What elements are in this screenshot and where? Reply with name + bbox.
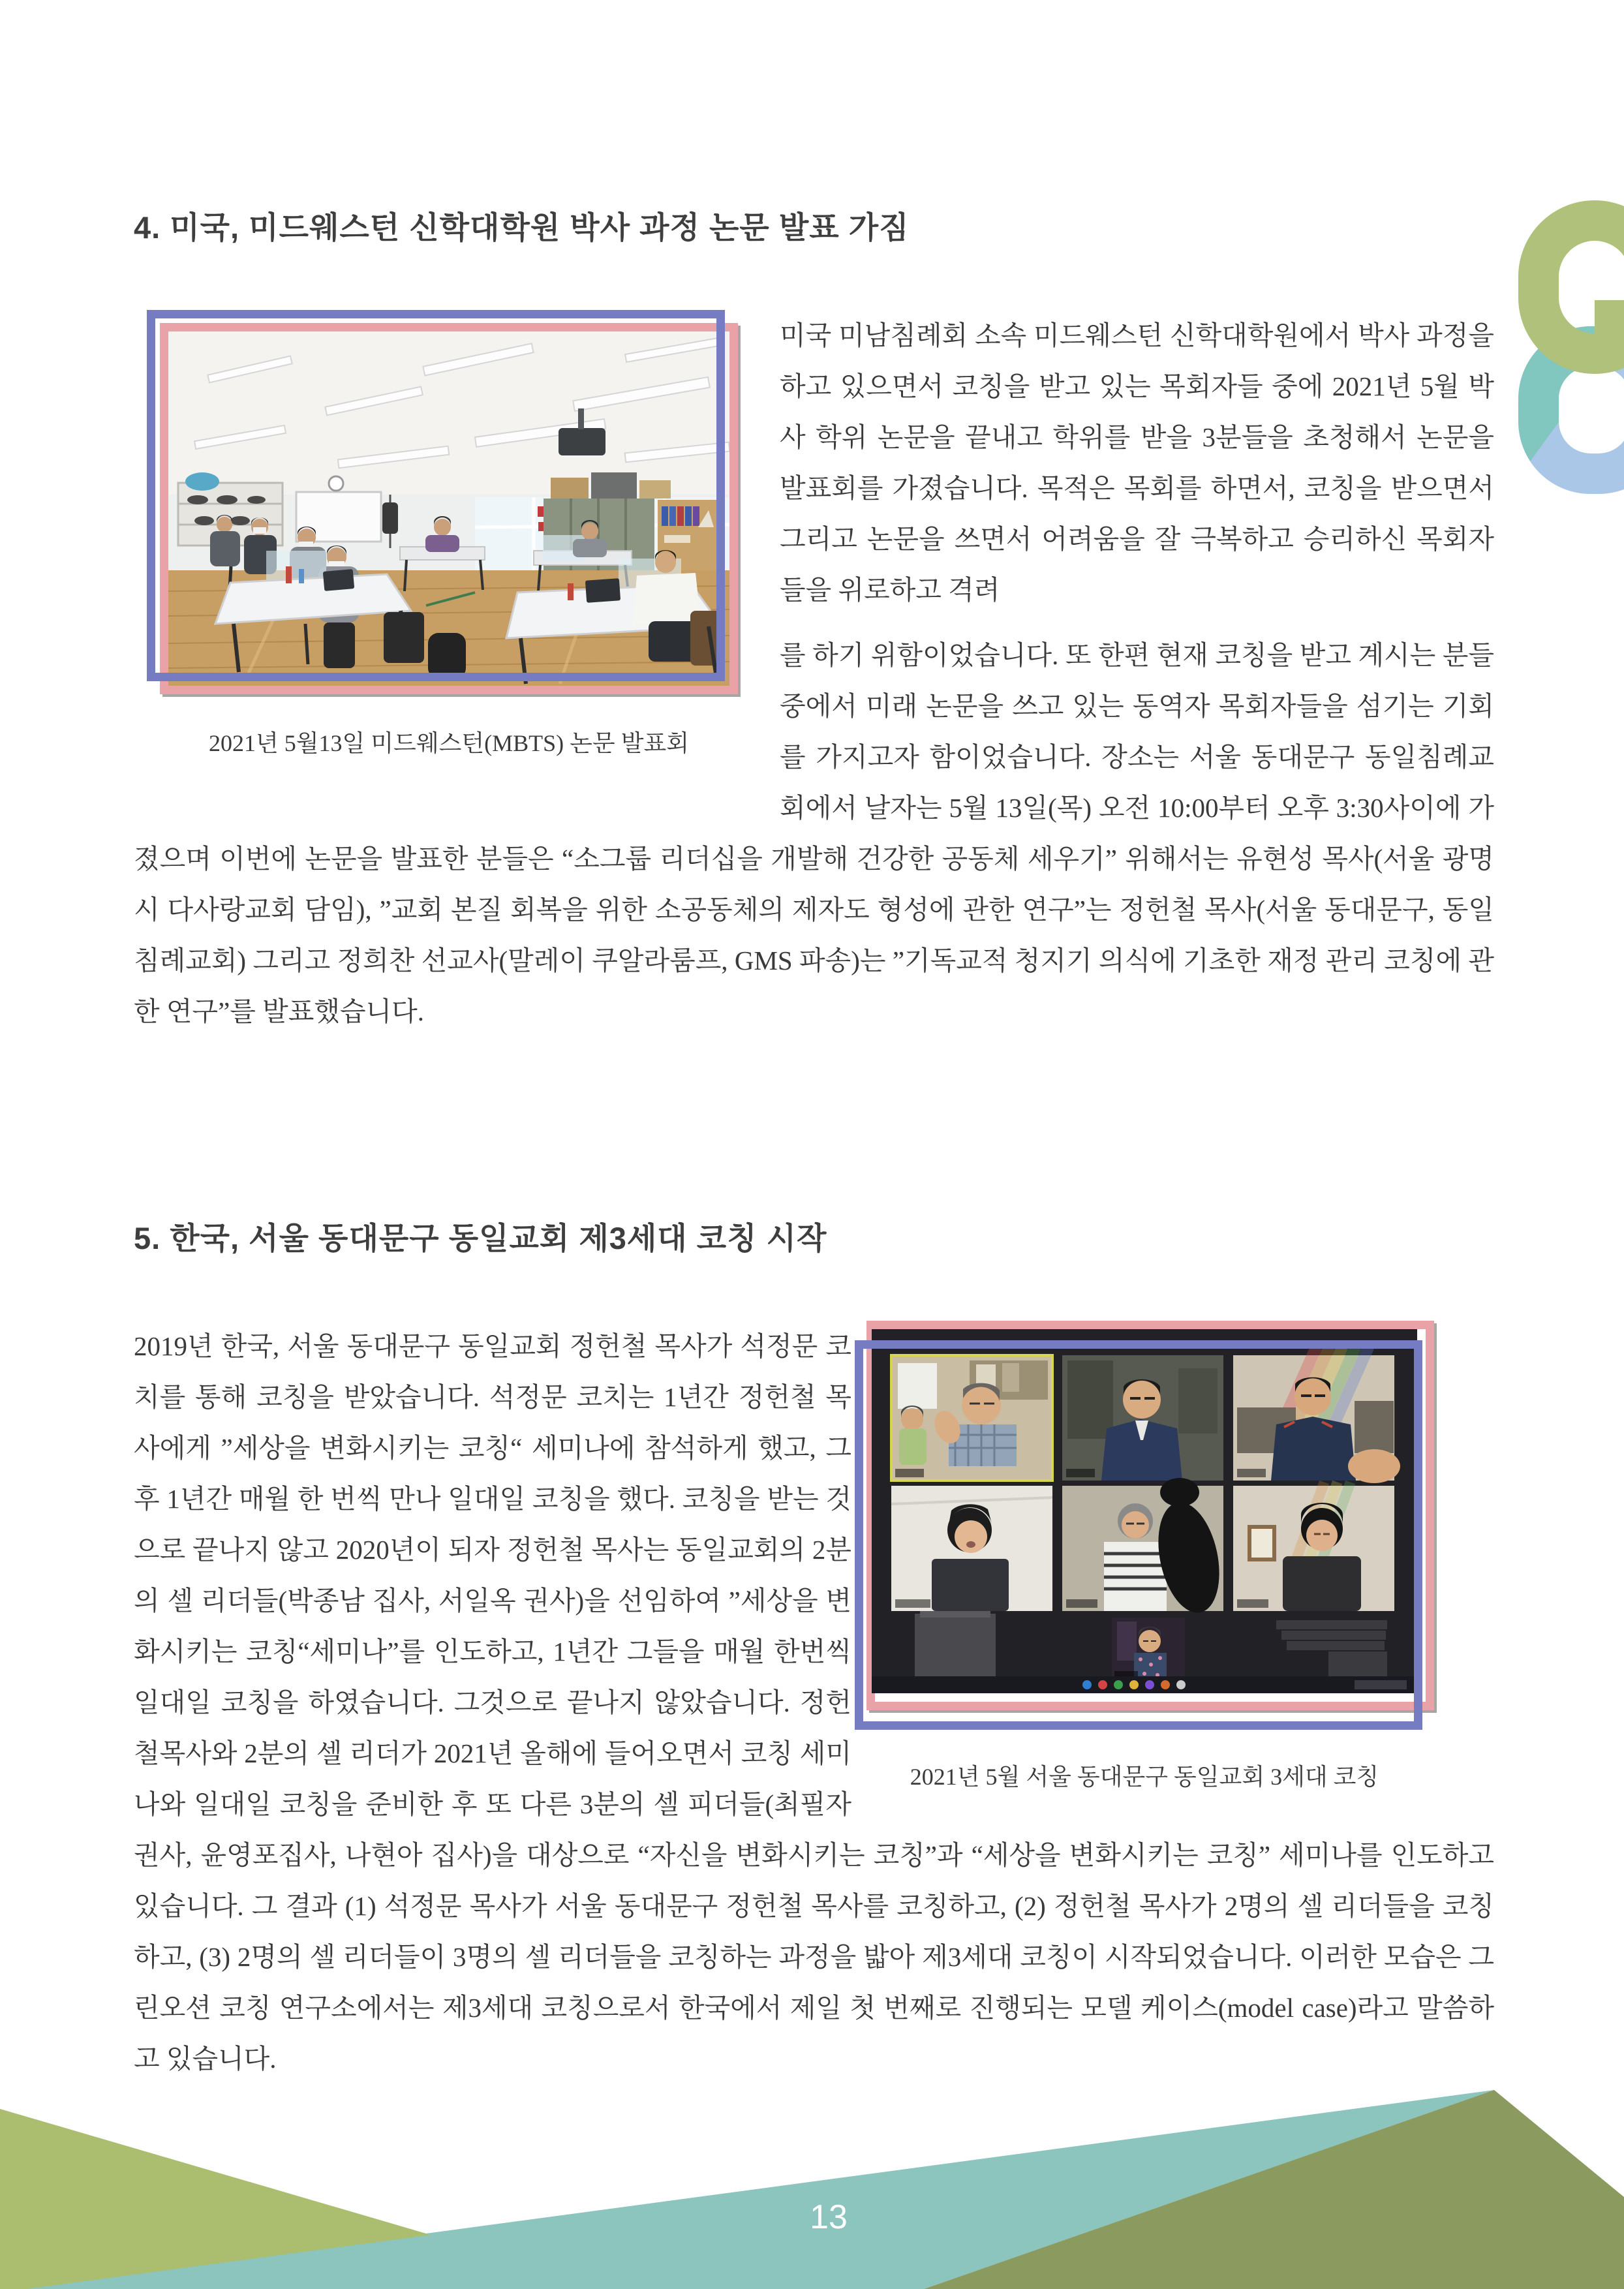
photo-caption: 2021년 5월13일 미드웨스턴(MBTS) 논문 발표회: [208, 730, 690, 756]
photo-frame-blue: [147, 310, 725, 681]
photo-frame-blue: [855, 1340, 1422, 1730]
section-5-heading: 5. 한국, 서울 동대문구 동일교회 제3세대 코칭 시작: [134, 1221, 827, 1255]
logo-letter-g: [1539, 221, 1624, 354]
go-logo: [1513, 199, 1624, 496]
section-5-paragraph-1: 2019년 한국, 서울 동대문구 동일교회 정헌철 목사가 석정문 코치를 통해 코칭을 받았습니다. 석정문 코치는 1년간 정헌철 목사에게 ”세상을 변화시키는 코칭“ 세미나에 참석하게 했고, 그 후 1년간 매월 한 번씩 만나 일대일 코칭을 했다. 코칭을 받는 것으로 끝나지 않고 2020년이 되자 정헌철 목사는 동일교회의 2분의 셀 리더들(박종남 집사, 서일옥 권사)을 선임하여 ”세상을 변화시키는 코칭“세미나”를 인도하고, 1년간 그들을 매월 한번씩 일대일 코칭을 하였습니다. 그것으로 끝나지 않았습니다. 정헌철목사와 2분의 셀 리더가 2021년 올해에 들어오면서 코칭 세미나와 일대일 코칭을 준비한 후 또 다른 3분의 셀 피더들(최필자 권사, 윤영포집사, 나현아 집사)을 대상으로 “자신을 변화시키는 코칭”과 “세상을 변화시키는 코칭” 세미나를 인도하고 있습니다. 그 결과 (1) 석정문 목사가 서울 동대문구 정헌철 목사를 코칭하고, (2) 정헌철 목사가 2명의 셀 리더들을 코칭하고, (3) 2명의 셀 리더들이 3명의 셀 리더들을 코칭하는 과정을 밟아 제3세대 코칭이 시작되었습니다. 이러한 모습은 그린오션 코칭 연구소에서는 제3세대 코칭으로서 한국에서 제일 첫 번째로 진행되는 모델 케이스(model case)라고 말씀하고 있습니다.: [134, 1331, 1494, 2074]
section-5-figure: [851, 1321, 1494, 1804]
section-4-figure: [134, 310, 780, 812]
section-4-heading: 4. 미국, 미드웨스턴 신학대학원 박사 과정 논문 발표 가짐: [134, 210, 910, 245]
page-number: 13: [810, 2198, 848, 2236]
go-logo-graphic: [1513, 199, 1624, 496]
section-5-body: [134, 1321, 1494, 2098]
section-4-body: [134, 310, 1494, 1051]
section-4-paragraph-2: 를 하기 위함이었습니다. 또 한편 현재 코칭을 받고 계시는 분들 중에서 미래 논문을 쓰고 있는 동역자 목회자들을 섬기는 기회를 가지고자 함이었습니다. 장소는 서울 동대문구 동일침례교회에서 날자는 5월 13일(목) 오전 10:00부터 오후 3:30사이에 가졌으며 이번에 논문을 발표한 분들은 “소그룹 리더십을 개발해 건강한 공동체 세우기” 위해서는 유현성 목사(서울 광명시 다사랑교회 담임), ”교회 본질 회복을 위한 소공동체의 제자도 형성에 관한 연구”는 정헌철 목사(서울 동대문구, 동일침례교회) 그리고 정희찬 선교사(말레이 쿠알라룸프, GMS 파송)는 ”기독교적 청지기 의식에 기초한 재정 관리 코칭에 관한 연구”를 발표했습니다.: [134, 640, 1494, 1026]
section-4-paragraph-1: 미국 미남침례회 소속 미드웨스턴 신학대학원에서 박사 과정을 하고 있으면서 코칭을 받고 있는 목회자들 중에 2021년 5월 박사 학위 논문을 끝내고 학위를 받을 3분들을 초청해서 논문을 발표회를 가졌습니다. 목적은 목회를 하면서, 코칭을 받으면서 그리고 논문을 쓰면서 어려움을 잘 극복하고 승리하신 목회자들을 위로하고 격려: [780, 320, 1494, 605]
photo-caption: 2021년 5월 서울 동대문구 동일교회 3세대 코칭: [910, 1764, 1379, 1790]
footer-triangles: [0, 2055, 1624, 2289]
page-content: [134, 204, 1494, 2098]
